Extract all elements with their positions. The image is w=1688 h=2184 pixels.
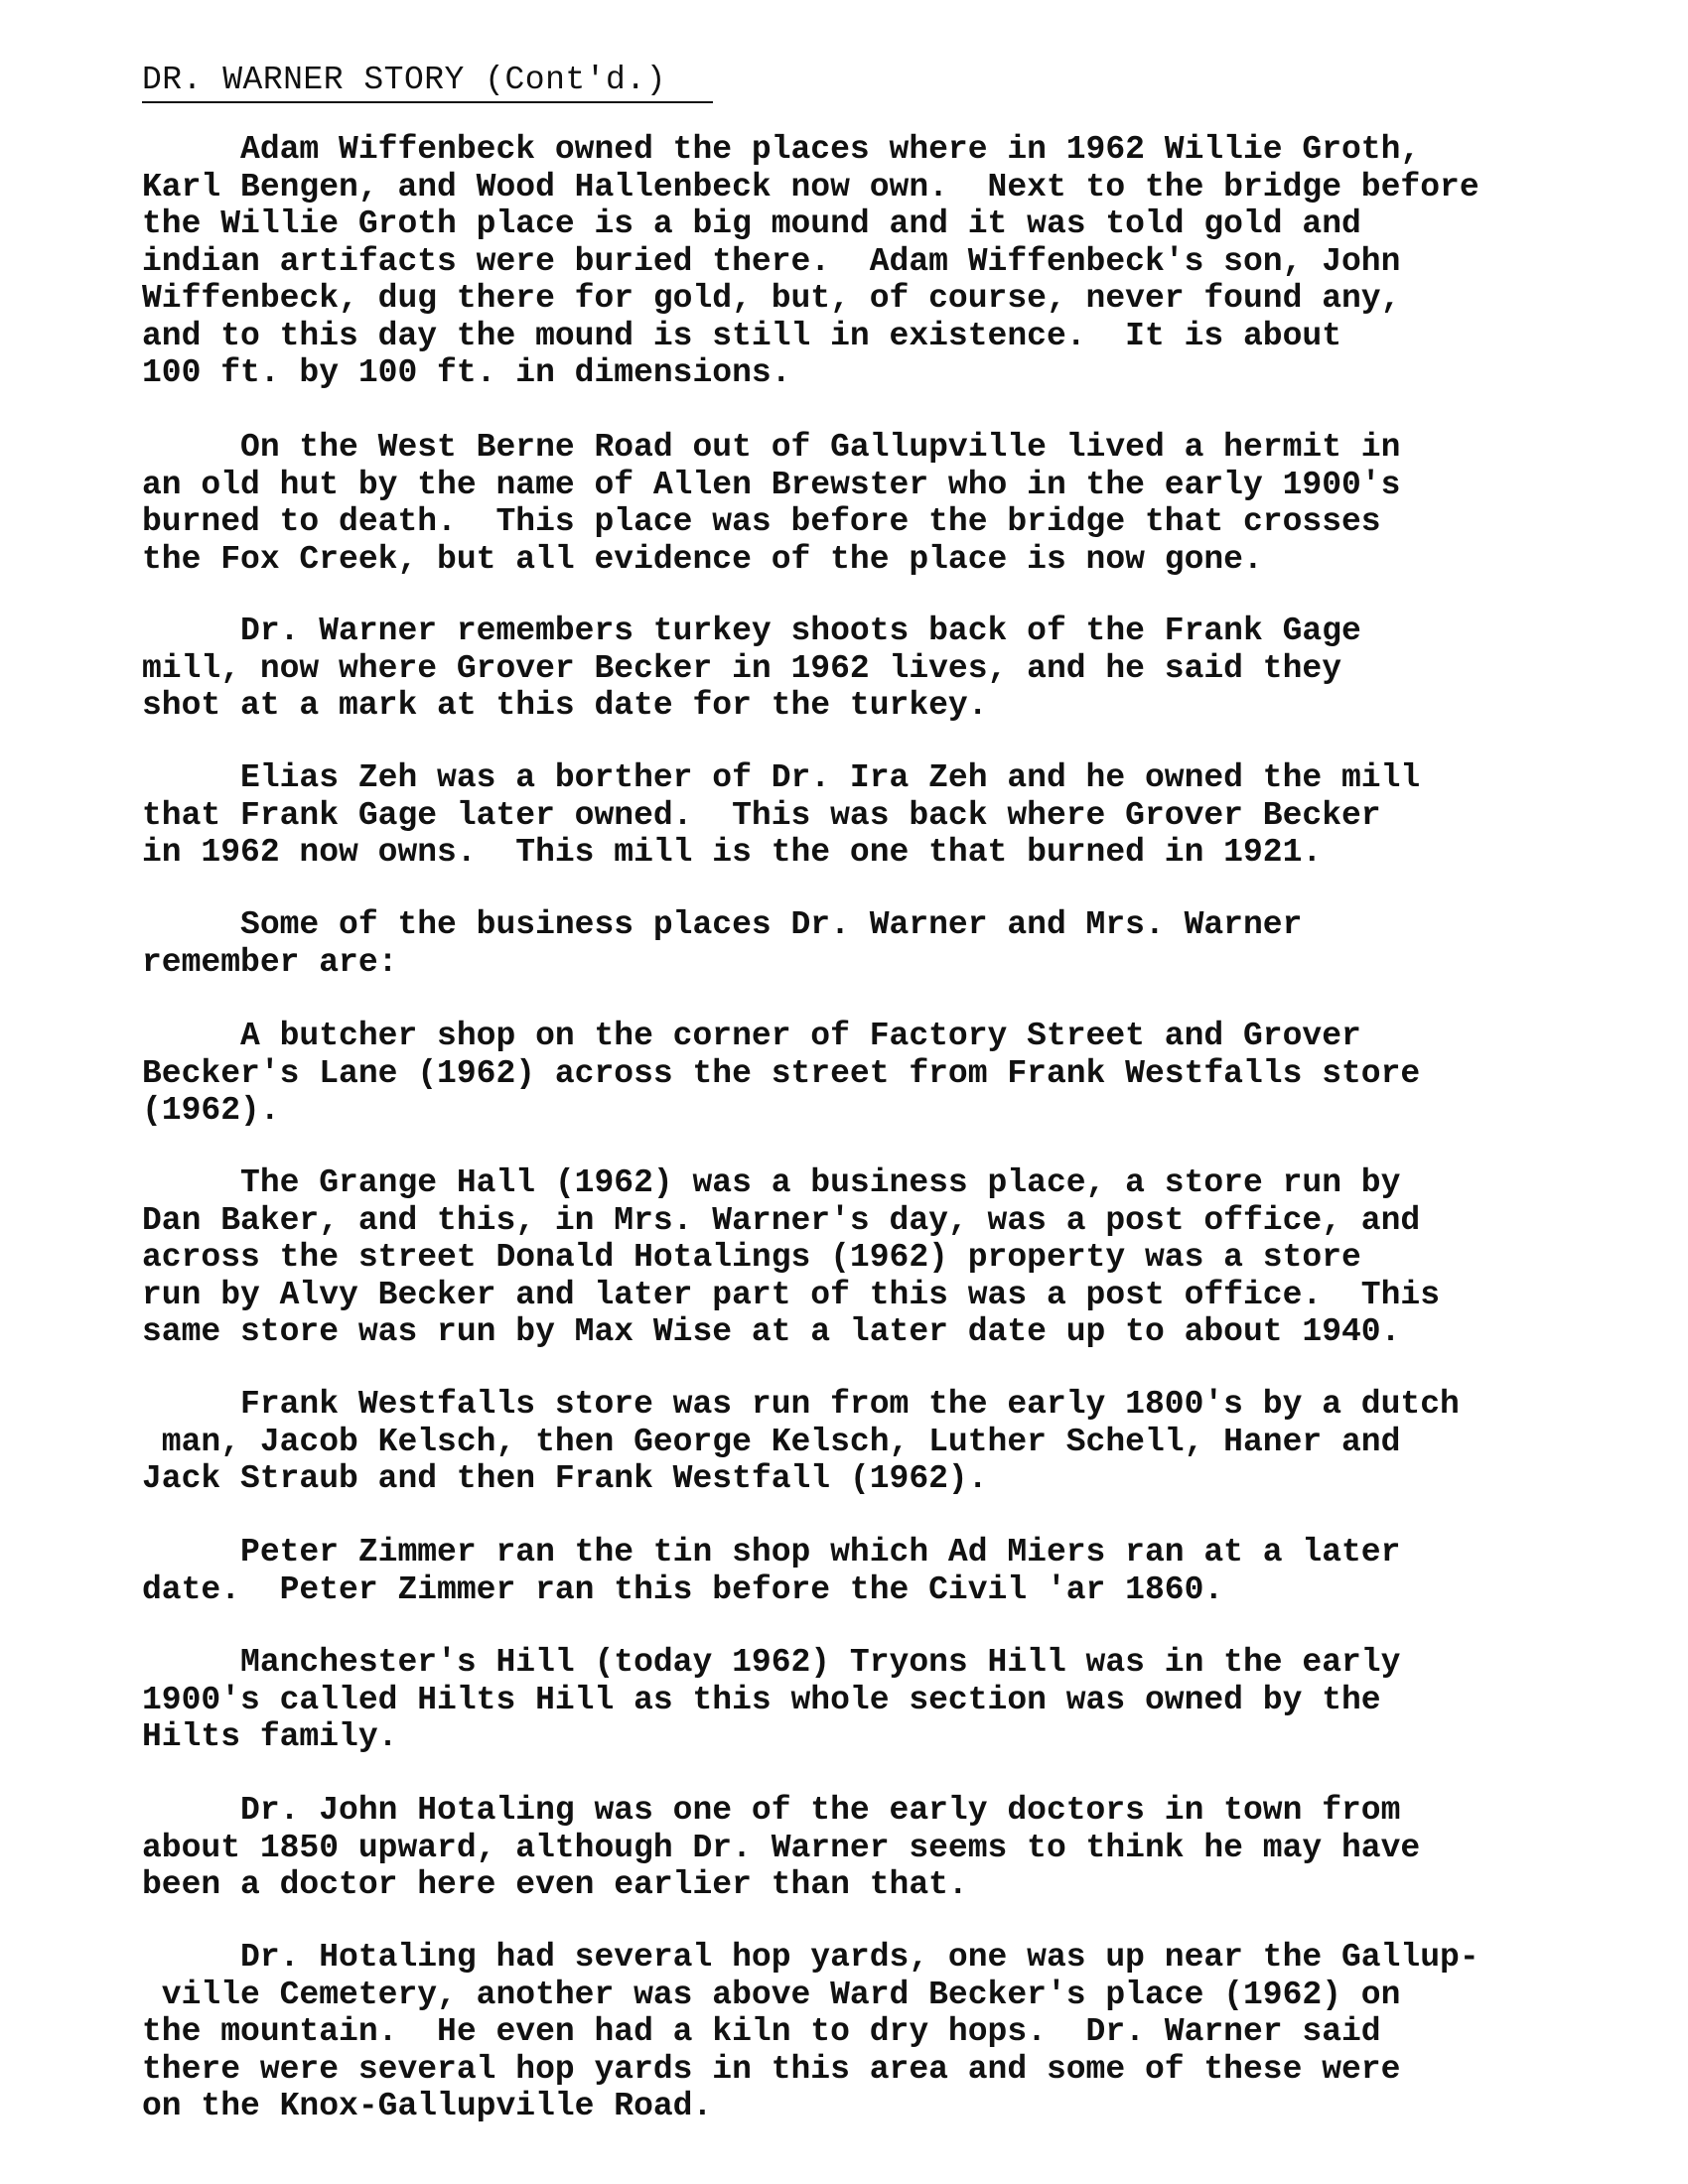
page-title: DR. WARNER STORY (Cont'd.) xyxy=(142,62,666,98)
paragraph-westfalls-store: Frank Westfalls store was run from the early 1800's by a dutch man, Jacob Kelsch, then George Kelsch, Luther Schell, Haner and Jack Straub and then Frank Westfall (1962). xyxy=(142,1386,1460,1497)
paragraph-turkey-shoots: Dr. Warner remembers turkey shoots back of the Frank Gage mill, now where Grover Becker in 1962 lives, and he said they shot at a mark at this date for the turkey. xyxy=(142,613,1361,724)
paragraph-manchesters-hill: Manchester's Hill (today 1962) Tryons Hill was in the early 1900's called Hilts Hill as this whole section was owned by the Hilts family. xyxy=(142,1644,1401,1755)
paragraph-allen-brewster: On the West Berne Road out of Gallupville lived a hermit in an old hut by the name of Allen Brewster who in the early 1900's burned to death. This place was before the bridge that crosses the Fox Creek, but all evidence of the place is now gone. xyxy=(142,429,1401,578)
paragraph-dr-hotaling: Dr. John Hotaling was one of the early doctors in town from about 1850 upward, although Dr. Warner seems to think he may have been a doctor here even earlier than that. xyxy=(142,1792,1421,1903)
paragraph-hop-yards: Dr. Hotaling had several hop yards, one was up near the Gallup- ville Cemetery, another was above Ward Becker's place (1962) on the mountain. He even had a kiln to dry hops. Dr. Warner said there were several hop yards in this area and some of these were on the Knox-Gallupville Road. xyxy=(142,1939,1479,2124)
title-underline xyxy=(142,101,713,103)
paragraph-grange-hall: The Grange Hall (1962) was a business place, a store run by Dan Baker, and this, in Mrs. Warner's day, was a post office, and across the street Donald Hotalings (1962) property was a store run by Alvy Becker and later part of this was a post office. This same store was run by Max Wise at a later date up to about 1940. xyxy=(142,1164,1441,1350)
paragraph-wiffenbeck-mound: Adam Wiffenbeck owned the places where in 1962 Willie Groth, Karl Bengen, and Wood Hallenbeck now own. Next to the bridge before the Willie Groth place is a big mound and it was told gold and indian artifacts were buried there. Adam Wiffenbeck's son, John Wiffenbeck, dug there for gold, but, of course, never found any, and to this day the mound is still in existence. It is about 100 ft. by 100 ft. in dimensions. xyxy=(142,131,1479,391)
paragraph-business-places-intro: Some of the business places Dr. Warner and Mrs. Warner remember are: xyxy=(142,906,1303,981)
paragraph-butcher-shop: A butcher shop on the corner of Factory Street and Grover Becker's Lane (1962) across the street from Frank Westfalls store (1962). xyxy=(142,1018,1421,1129)
paragraph-tin-shop: Peter Zimmer ran the tin shop which Ad Miers ran at a later date. Peter Zimmer ran this before the Civil 'ar 1860. xyxy=(142,1534,1401,1608)
paragraph-elias-zeh-mill: Elias Zeh was a borther of Dr. Ira Zeh and he owned the mill that Frank Gage later owned. This was back where Grover Becker in 1962 now owns. This mill is the one that burned in 1921. xyxy=(142,759,1421,871)
